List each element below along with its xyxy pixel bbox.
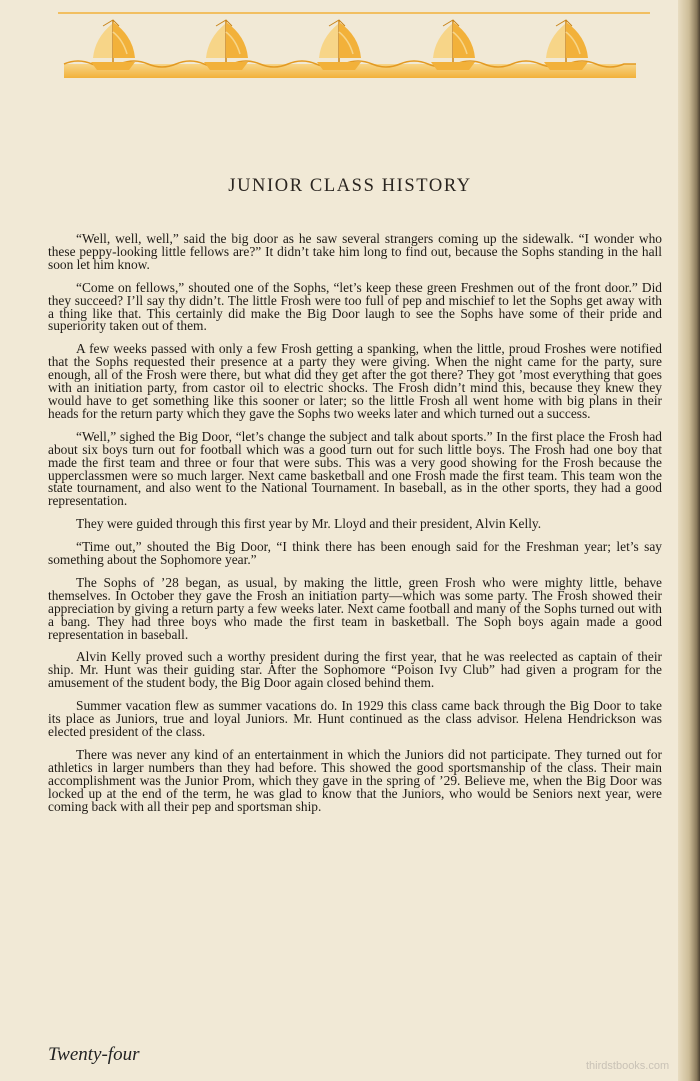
sailing-ship-icon — [544, 20, 588, 70]
page-edge-shadow — [678, 0, 700, 1081]
sailing-ship-icon — [317, 20, 361, 70]
sailing-ship-icon — [204, 20, 248, 70]
sailing-ships-banner — [58, 10, 650, 82]
paragraph: Summer vacation flew as summer vacations do. In 1929 this class came back through the Big Door to take its place as Juniors, true and loyal Juniors. Mr. Hunt continued as the class advisor. Helena Hendrickson was elected president of the class. — [48, 698, 662, 739]
paragraph: “Time out,” shouted the Big Door, “I think there has been enough said for the Freshman year; let’s say something about the Sophomore year.” — [48, 539, 662, 568]
page-title: JUNIOR CLASS HISTORY — [228, 176, 472, 196]
paragraph: A few weeks passed with only a few Frosh getting a spanking, when the little, proud Froshes were notified that the Sophs requested their presence at a party they were giving. When the night came for the party, sure enough, all of the Frosh were there, but what did they get after the got there? They got ’most everything that goes with an initiation party, from castor oil to electric shocks. The Frosh didn’t mind this, because they knew they would have to get something like this sooner or later; so the little Frosh all went home with big plans in their heads for the return party which they gave the Sophs two weeks later and which turned out a success. — [48, 341, 662, 421]
page-number: Twenty-four — [48, 1044, 140, 1065]
article-body — [48, 233, 662, 823]
paragraph: The Sophs of ’28 began, as usual, by making the little, green Frosh who were mighty little, behave themselves. In October they gave the Frosh an initiation party—which was some party. The Frosh showed their appreciation by giving a return party a few weeks later. Next came football and many of the Sophs turned out with a bang. They had three boys who made the first team in basketball. The Soph boys again made a good representation in baseball. — [48, 574, 662, 642]
sailing-ship-icon — [431, 20, 475, 70]
paragraph: Alvin Kelly proved such a worthy president during the first year, that he was reelected as captain of their ship. Mr. Hunt was their guiding star. After the Sophomore “Poison Ivy Club” had given a program for the amusement of the student body, the Big Door again closed behind them. — [48, 649, 662, 691]
paragraph: “Come on fellows,” shouted one of the Sophs, “let’s keep these green Freshmen out of the front door.” Did they succeed? I’ll say thy didn’t. The little Frosh were too full of pep and mischief to let the Sophs get away with a thing like that. This certainly did make the Big Door laugh to see the Sophs have some of their pride and superiority taken out of them. — [48, 279, 662, 334]
paragraph: They were guided through this first year by Mr. Lloyd and their president, Alvin Kelly. — [76, 516, 542, 532]
sailing-ship-icon — [91, 20, 135, 70]
watermark: thirdstbooks.com — [586, 1060, 670, 1072]
paragraph: “Well, well, well,” said the big door as he saw several strangers coming up the sidewalk. “I wonder who these peppy-looking little fellows are?” It didn’t take him long to find out, because the Sophs standing in the hall soon let him know. — [48, 231, 662, 272]
paragraph: There was never any kind of an entertainment in which the Juniors did not participate. They turned out for athletics in larger numbers than they had before. This showed the good sportsmanship of the class. Their main accomplishment was the Junior Prom, which they gave in the spring of ’29. Believe me, when the Big Door was locked up at the end of the term, he was glad to know that the Juniors, who would be Seniors next year, were coming back with all their pep and sportsman ship. — [48, 746, 662, 814]
paragraph: “Well,” sighed the Big Door, “let’s change the subject and talk about sports.” In the first place the Frosh had about six boys turn out for football which was a good turn out for such little boys. The Frosh had one boy that made the first team and three or four that were subs. This was a very good showing for the Frosh because the upperclassmen were so much larger. Next came basketball and one Frosh made the first team. This team won the state tournament, and also went to the National Tournament. In baseball, as in the other sports, they had a good representation. — [48, 428, 662, 509]
